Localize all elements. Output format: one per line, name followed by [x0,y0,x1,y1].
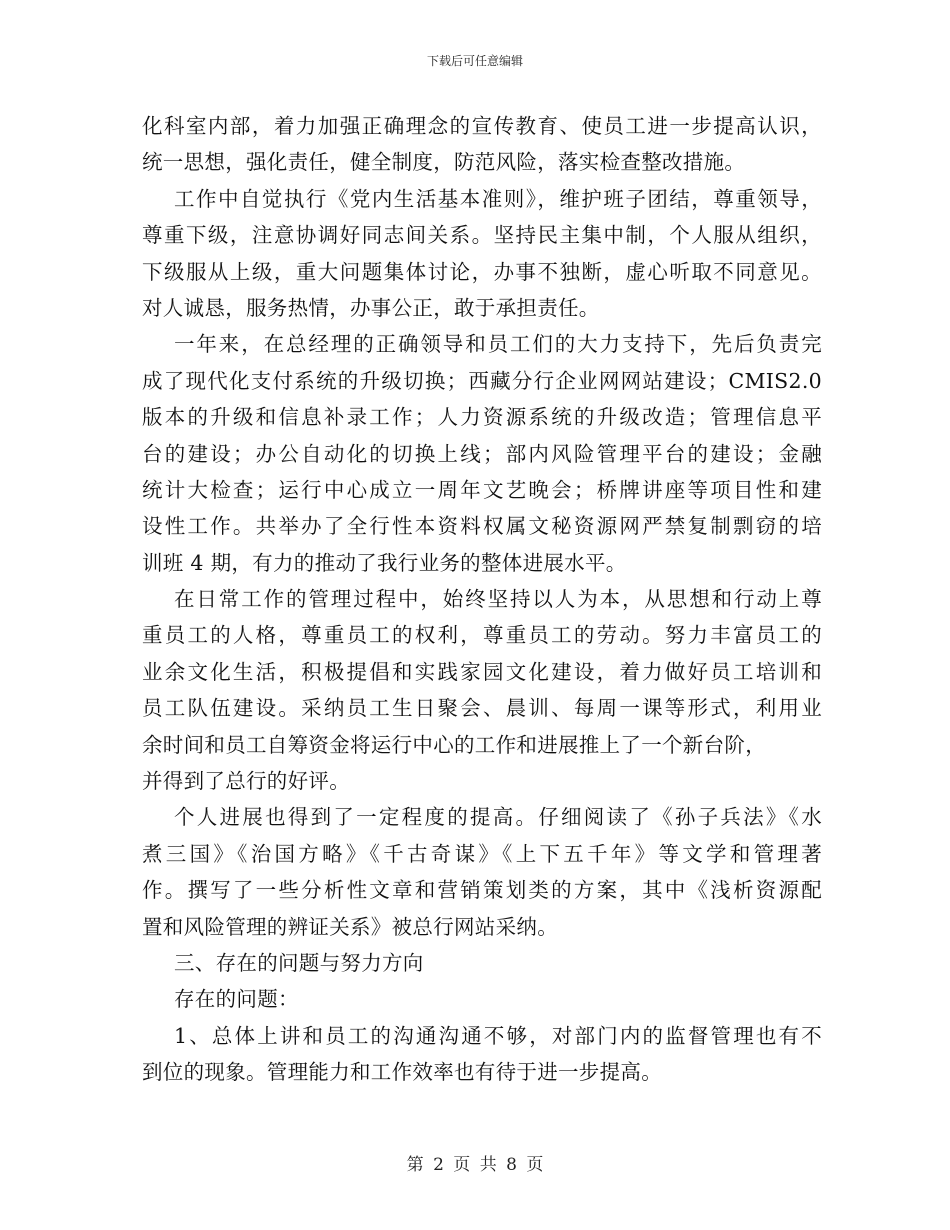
section-heading: 三、存在的问题与努力方向 [174,950,424,975]
text-line: 下级服从上级，重大问题集体讨论，办事不独断，虚心听取不同意见。 [142,259,822,284]
paragraph-first-line: 一年来，在总经理的正确领导和员工们的大力支持下，先后负责完 [174,332,822,357]
page-number-footer: 第 2 页 共 8 页 [406,1155,544,1175]
text-line: 化科室内部，着力加强正确理念的宣传教育、使员工进一步提高认识， [142,114,822,138]
subsection-label: 存在的问题： [174,987,299,1012]
text-line: 煮三国》《治国方略》《千古奇谋》《上下五千年》等文学和管理著 [142,841,822,866]
text-line: 设性工作。共举办了全行性本资料权属文秘资源网严禁复制剽窃的培 [142,514,822,539]
paragraph-first-line: 1、总体上讲和员工的沟通沟通不够，对部门内的监督管理也有不 [174,1023,822,1048]
text-line: 尊重下级，注意协调好同志间关系。坚持民主集中制，个人服从组织， [142,223,822,248]
paragraph-first-line: 工作中自觉执行《党内生活基本准则》，维护班子团结，尊重领导， [174,186,822,211]
page-header: 下载后可任意编辑 [426,54,523,68]
text-line: 版本的升级和信息补录工作；人力资源系统的升级改造；管理信息平 [142,405,822,430]
text-line: 成了现代化支付系统的升级切换；西藏分行企业网网站建设；CMIS2.0 [142,368,822,393]
document-body [142,108,822,1091]
text-line: 训班 4 期，有力的推动了我行业务的整体进展水平。 [142,550,627,575]
text-line: 对人诚恳，服务热情，办事公正，敢于承担责任。 [142,295,600,320]
text-line: 业余文化生活，积极提倡和实践家园文化建设，着力做好员工培训和 [142,659,822,684]
text-line: 员工队伍建设。采纳员工生日聚会、晨训、每周一课等形式，利用业 [142,696,822,721]
text-line: 作。撰写了一些分析性文章和营销策划类的方案，其中《浅析资源配 [142,878,822,903]
text-line: 统计大检查；运行中心成立一周年文艺晚会；桥牌讲座等项目性和建 [142,477,822,502]
paragraph-first-line: 个人进展也得到了一定程度的提高。仔细阅读了《孙子兵法》《水 [174,805,822,830]
text-line: 统一思想，强化责任，健全制度，防范风险，落实检查整改措施。 [142,150,746,175]
text-line: 余时间和员工自筹资金将运行中心的工作和进展推上了一个新台阶， [142,732,766,757]
text-line: 并得到了总行的好评。 [142,769,350,794]
text-line: 置和风险管理的辨证关系》被总行网站采纳。 [142,914,558,939]
text-line: 重员工的人格，尊重员工的权利，尊重员工的劳动。努力丰富员工的 [142,623,822,648]
text-line: 台的建设；办公自动化的切换上线；部内风险管理平台的建设；金融 [142,441,822,466]
paragraph-first-line: 在日常工作的管理过程中，始终坚持以人为本，从思想和行动上尊 [174,587,822,612]
text-line: 到位的现象。管理能力和工作效率也有待于进一步提高。 [142,1060,662,1085]
